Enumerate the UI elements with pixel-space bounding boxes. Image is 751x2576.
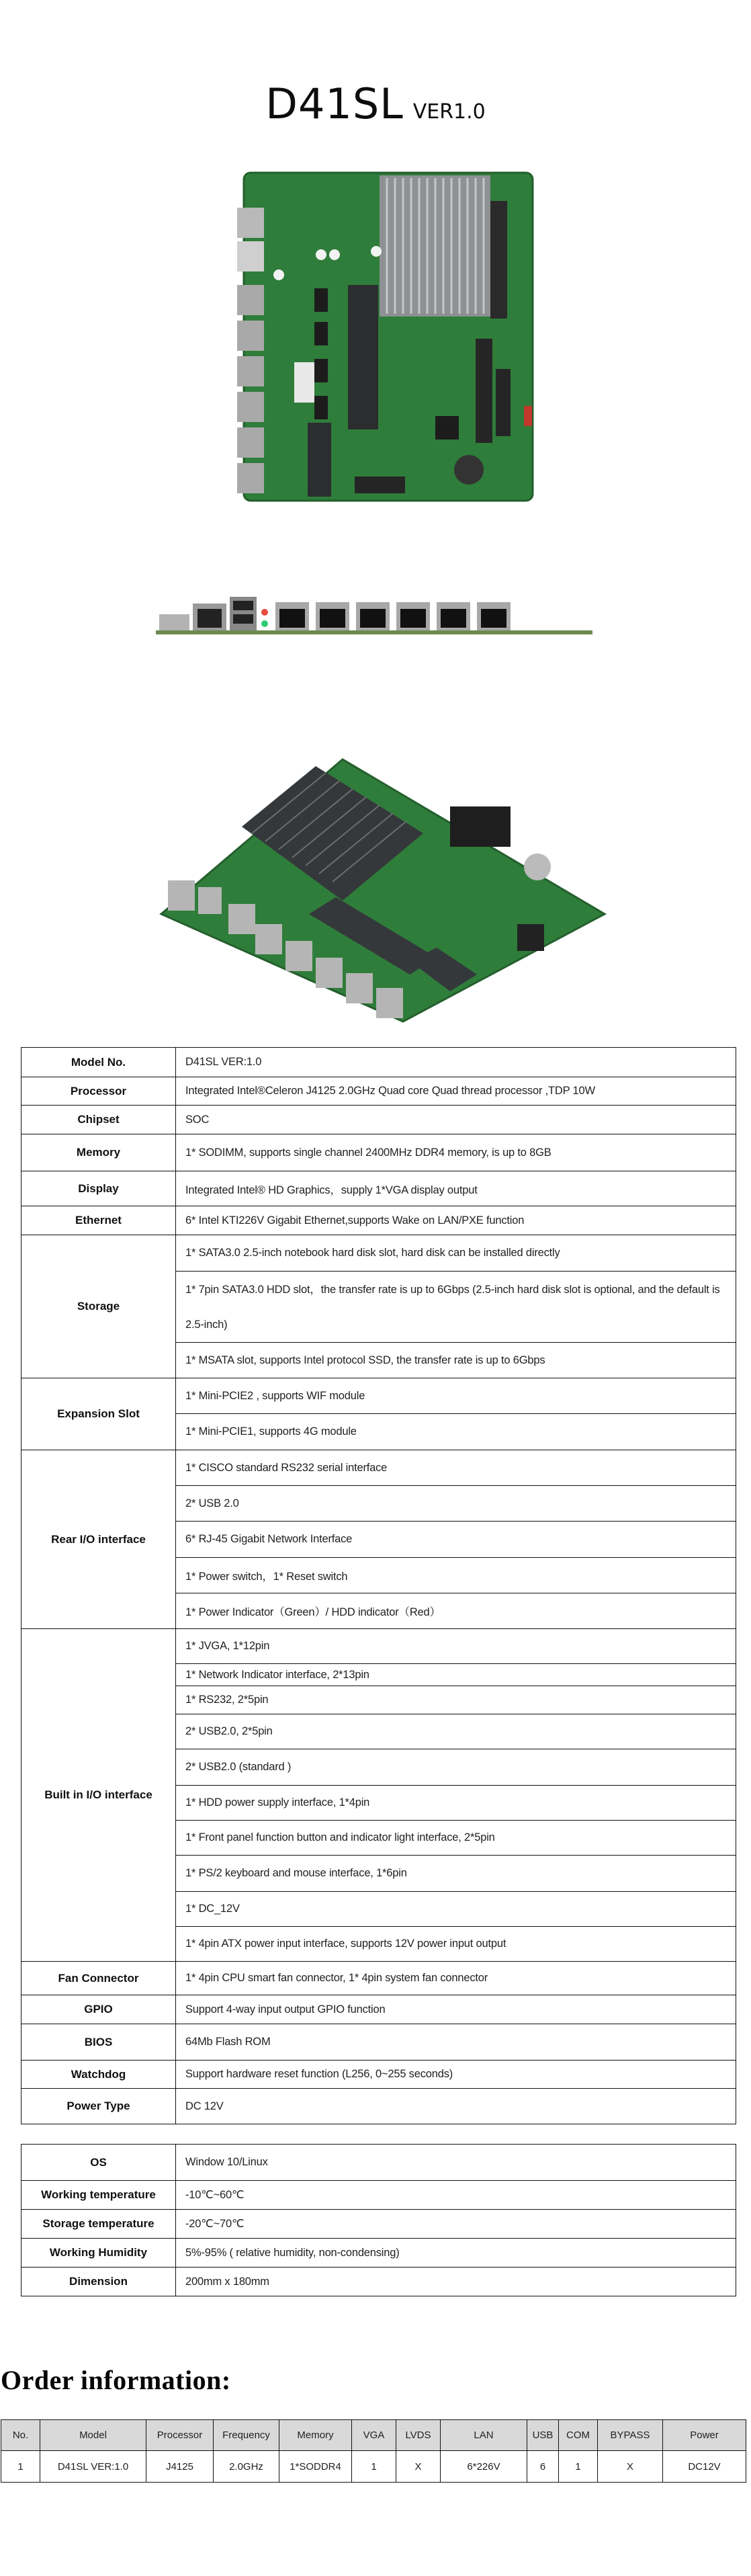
order-col-no: No. <box>1 2420 40 2451</box>
spec-value: 1* SODIMM, supports single channel 2400MHz DDR4 memory, is up to 8GB <box>176 1134 736 1171</box>
spec-row-gpio <box>21 1995 736 2024</box>
spec-value: Support 4-way input output GPIO function <box>176 1995 736 2024</box>
env-value: -20℃~70℃ <box>176 2210 736 2239</box>
env-value: -10℃~60℃ <box>176 2181 736 2210</box>
order-col-memory: Memory <box>279 2420 352 2451</box>
env-label: Storage temperature <box>21 2210 176 2239</box>
order-col-lan: LAN <box>441 2420 527 2451</box>
spec-label: Storage <box>21 1235 176 1378</box>
order-cell: 6*226V <box>441 2451 527 2483</box>
spec-label: Display <box>21 1171 176 1206</box>
spec-row-power-type <box>21 2089 736 2124</box>
order-header-row <box>1 2420 746 2451</box>
spec-label: Processor <box>21 1077 176 1106</box>
env-row-storage-temp <box>21 2210 736 2239</box>
spec-value: Integrated Intel®Celeron J4125 2.0GHz Quad core Quad thread processor ,TDP 10W <box>176 1077 736 1106</box>
spec-value: 1* CISCO standard RS232 serial interface <box>176 1450 736 1486</box>
spec-label: Chipset <box>21 1106 176 1134</box>
spec-row-processor <box>21 1077 736 1106</box>
spec-label: Rear I/O interface <box>21 1450 176 1629</box>
spec-value: 2* USB2.0, 2*5pin <box>176 1714 736 1749</box>
order-cell: J4125 <box>146 2451 214 2483</box>
order-cell: 6 <box>527 2451 559 2483</box>
spec-value: 64Mb Flash ROM <box>176 2024 736 2061</box>
spec-label: Fan Connector <box>21 1962 176 1995</box>
spec-value: 1* DC_12V <box>176 1892 736 1927</box>
spec-value: 1* PS/2 keyboard and mouse interface, 1*6pin <box>176 1856 736 1892</box>
order-cell: 2.0GHz <box>214 2451 279 2483</box>
spec-row-model <box>21 1048 736 1077</box>
order-col-com: COM <box>559 2420 598 2451</box>
spec-row-builtin-io <box>21 1629 736 1664</box>
spec-label: Memory <box>21 1134 176 1171</box>
spec-value: 1* 4pin CPU smart fan connector, 1* 4pin system fan connector <box>176 1962 736 1995</box>
env-value: Window 10/Linux <box>176 2145 736 2181</box>
order-cell: 1 <box>352 2451 396 2483</box>
spec-row-storage <box>21 1235 736 1272</box>
spec-row-fan <box>21 1962 736 1995</box>
env-row-humidity <box>21 2239 736 2268</box>
spec-value: 1* HDD power supply interface, 1*4pin <box>176 1786 736 1821</box>
order-cell: 1 <box>1 2451 40 2483</box>
spec-value: D41SL VER:1.0 <box>176 1048 736 1077</box>
spec-row-display <box>21 1171 736 1206</box>
spec-row-bios <box>21 2024 736 2061</box>
env-row-os <box>21 2145 736 2181</box>
env-label: Working temperature <box>21 2181 176 2210</box>
order-col-processor: Processor <box>146 2420 214 2451</box>
spec-value: 1* JVGA, 1*12pin <box>176 1629 736 1664</box>
spec-value: 6* RJ-45 Gigabit Network Interface <box>176 1522 736 1558</box>
order-col-lvds: LVDS <box>396 2420 441 2451</box>
spec-value: 2* USB2.0 (standard ) <box>176 1749 736 1786</box>
spec-value: 1* 4pin ATX power input interface, supports 12V power input output <box>176 1927 736 1962</box>
order-table <box>1 2419 746 2483</box>
spec-label: BIOS <box>21 2024 176 2061</box>
spec-label: GPIO <box>21 1995 176 2024</box>
spec-value: 1* Front panel function button and indicator light interface, 2*5pin <box>176 1821 736 1856</box>
env-label: Dimension <box>21 2268 176 2296</box>
order-col-power: Power <box>663 2420 746 2451</box>
spec-row-watchdog <box>21 2061 736 2089</box>
spec-value: 1* MSATA slot, supports Intel protocol SSD, the transfer rate is up to 6Gbps <box>176 1343 736 1378</box>
spec-row-rear-io <box>21 1450 736 1486</box>
spec-value: 1* Network Indicator interface, 2*13pin <box>176 1664 736 1686</box>
order-heading: Order information: <box>1 2365 231 2395</box>
spec-table <box>21 1047 736 2124</box>
order-cell: D41SL VER:1.0 <box>40 2451 146 2483</box>
spec-value: 1* 7pin SATA3.0 HDD slot，the transfer rate is up to 6Gbps (2.5-inch hard disk slot is optional, and the default is 2.5-inch) <box>176 1272 736 1343</box>
spec-value: DC 12V <box>176 2089 736 2124</box>
spec-value: 1* Mini-PCIE2 , supports WIF module <box>176 1378 736 1414</box>
spec-label: Watchdog <box>21 2061 176 2089</box>
order-cell: X <box>598 2451 663 2483</box>
order-cell: 1*SODDR4 <box>279 2451 352 2483</box>
order-row <box>1 2451 746 2483</box>
motherboard-top-view-image <box>234 167 536 503</box>
spec-label: Built in I/O interface <box>21 1629 176 1962</box>
spec-value: 1* RS232, 2*5pin <box>176 1686 736 1714</box>
spec-value: 1* SATA3.0 2.5-inch notebook hard disk slot, hard disk can be installed directly <box>176 1235 736 1272</box>
spec-value: 1* Power switch，1* Reset switch <box>176 1558 736 1593</box>
spec-label: Model No. <box>21 1048 176 1077</box>
spec-value: Support hardware reset function (L256, 0~255 seconds) <box>176 2061 736 2089</box>
spec-value: SOC <box>176 1106 736 1134</box>
env-value: 5%-95% ( relative humidity, non-condensing) <box>176 2239 736 2268</box>
env-row-working-temp <box>21 2181 736 2210</box>
spec-label: Ethernet <box>21 1206 176 1235</box>
motherboard-rear-io-image <box>156 595 592 637</box>
spec-row-chipset <box>21 1106 736 1134</box>
environment-table <box>21 2144 736 2296</box>
order-cell: X <box>396 2451 441 2483</box>
order-col-bypass: BYPASS <box>598 2420 663 2451</box>
spec-value: 1* Power Indicator（Green）/ HDD indicator（Red） <box>176 1593 736 1629</box>
order-col-usb: USB <box>527 2420 559 2451</box>
spec-row-ethernet <box>21 1206 736 1235</box>
spec-row-expansion <box>21 1378 736 1414</box>
order-cell: 1 <box>559 2451 598 2483</box>
env-label: OS <box>21 2145 176 2181</box>
spec-label: Power Type <box>21 2089 176 2124</box>
motherboard-angled-image <box>141 733 611 1028</box>
order-cell: DC12V <box>663 2451 746 2483</box>
order-col-frequency: Frequency <box>214 2420 279 2451</box>
spec-value: 6* Intel KTI226V Gigabit Ethernet,supports Wake on LAN/PXE function <box>176 1206 736 1235</box>
model-name: D41SL <box>265 79 404 128</box>
page-title <box>0 79 751 128</box>
model-version: VER1.0 <box>412 100 486 124</box>
order-col-model: Model <box>40 2420 146 2451</box>
env-value: 200mm x 180mm <box>176 2268 736 2296</box>
spec-value: 1* Mini-PCIE1, supports 4G module <box>176 1414 736 1450</box>
env-label: Working Humidity <box>21 2239 176 2268</box>
order-col-vga: VGA <box>352 2420 396 2451</box>
env-row-dimension <box>21 2268 736 2296</box>
spec-label: Expansion Slot <box>21 1378 176 1450</box>
spec-row-memory <box>21 1134 736 1171</box>
spec-value: 2* USB 2.0 <box>176 1486 736 1522</box>
spec-value: Integrated Intel® HD Graphics，supply 1*VGA display output <box>176 1171 736 1206</box>
